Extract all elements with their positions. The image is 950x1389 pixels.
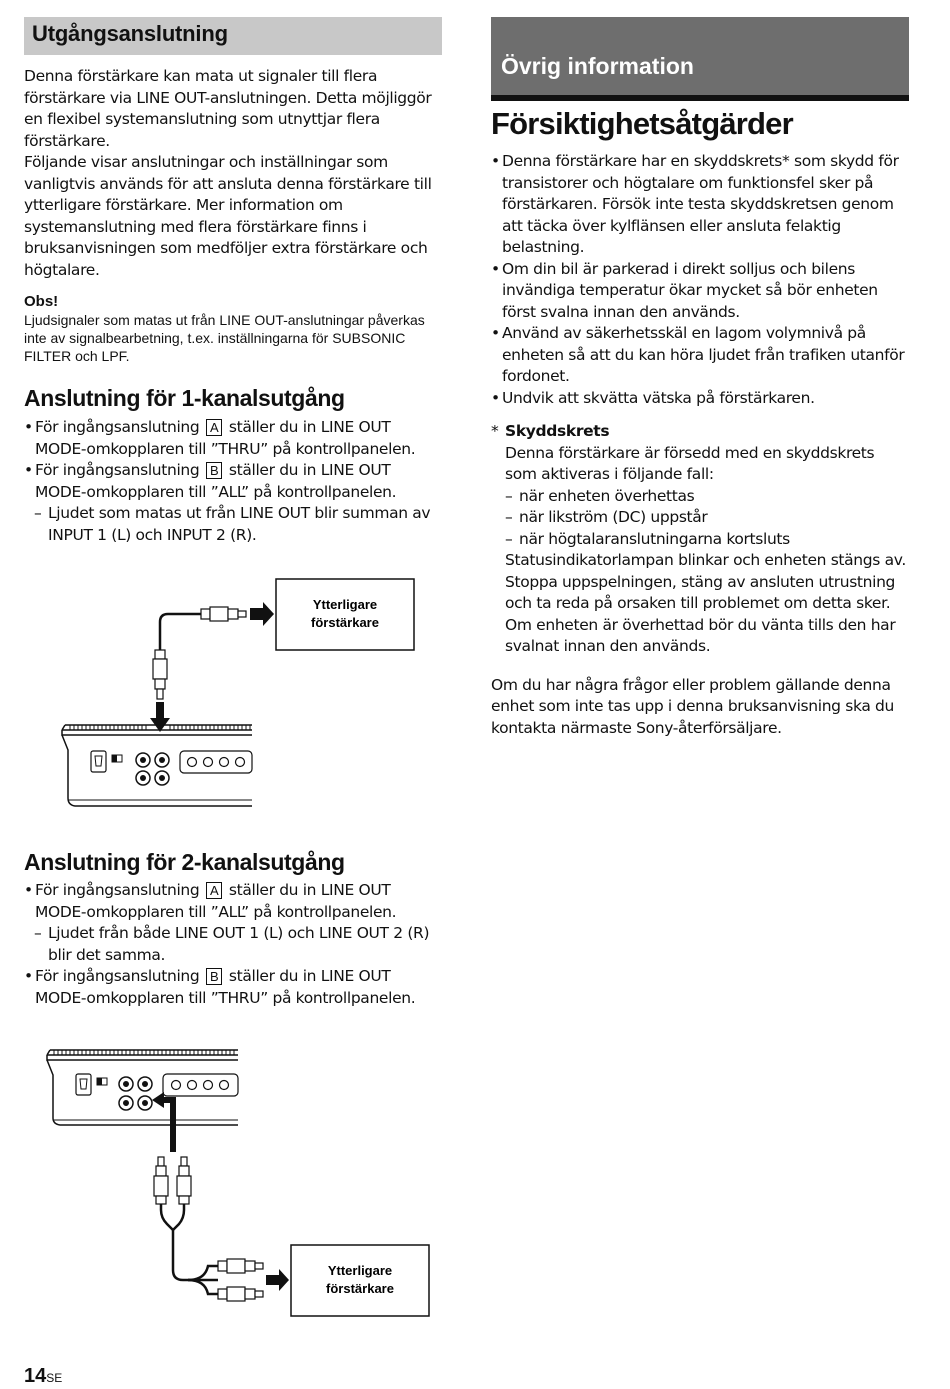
list-1ch bbox=[24, 417, 442, 503]
note-after: Statusindikatorlampan blinkar och enheten stängs av. Stoppa uppspelningen, stäng av ansluten utrustning och ta reda på orsaken till problemet om detta sker. Om enheten är överhettad bör du vänta tills den har svalnat innan den används. bbox=[505, 551, 906, 655]
rca-plug-icon bbox=[177, 1157, 191, 1204]
list-2ch-b bbox=[24, 966, 442, 1009]
list-item: • Använd av säkerhetsskäl en lagom volymnivå på enheten så att du kan höra ljudet från trafiken utanför fordonet. bbox=[491, 323, 909, 388]
arrow-icon bbox=[250, 602, 274, 626]
rca-plug-icon bbox=[218, 1287, 263, 1301]
input-b-label: B bbox=[206, 968, 222, 985]
list-subitem: – Ljudet från både LINE OUT 1 (L) och LINE OUT 2 (R) blir det samma. bbox=[24, 923, 442, 966]
page-number: 14SE bbox=[24, 1365, 63, 1387]
input-a-label: A bbox=[206, 882, 222, 899]
right-column bbox=[491, 17, 909, 739]
diagram-1ch-output bbox=[40, 570, 430, 815]
section-title-output-connection: Utgångsanslutning bbox=[24, 17, 442, 55]
input-b-label: B bbox=[206, 462, 222, 479]
page-title: Försiktighetsåtgärder bbox=[491, 106, 793, 141]
cable bbox=[160, 614, 201, 650]
list-item: • För ingångsanslutning A ställer du in LINE OUT MODE-omkopplaren till ”ALL” på kontrollpanelen. bbox=[24, 880, 442, 923]
cable bbox=[161, 1204, 173, 1230]
list-subitem: – när enheten överhettas bbox=[505, 486, 909, 508]
rca-plug-icon bbox=[218, 1259, 263, 1273]
amplifier-unit bbox=[47, 1050, 238, 1125]
list-2ch bbox=[24, 880, 442, 923]
arrow-icon bbox=[266, 1269, 289, 1291]
left-column bbox=[24, 17, 442, 546]
rca-plug-icon bbox=[201, 607, 246, 621]
list-item: • För ingångsanslutning A ställer du in LINE OUT MODE-omkopplaren till ”THRU” på kontrollpanelen. bbox=[24, 417, 442, 460]
extra-amp-label-line2: förstärkare bbox=[311, 615, 379, 630]
note-intro: Denna förstärkare är försedd med en skyddskrets som aktiveras i följande fall: bbox=[505, 443, 875, 483]
intro-paragraph-2: Följande visar anslutningar och inställningar som vanligtvis används för att ansluta denna förstärkare till ytterligare förstärkare. Mer information om systemanslutning med flera förstärkare finns i bruksanvisningen som medföljer extra förstärkare och högtalare. bbox=[24, 153, 432, 279]
intro-paragraph-1: Denna förstärkare kan mata ut signaler till flera förstärkare via LINE OUT-anslutningen. Detta möjliggör en flexibel systemanslutning som utnyttjar flera förstärkare. bbox=[24, 67, 432, 150]
note-title: Skyddskrets bbox=[505, 422, 610, 440]
rca-plug-icon bbox=[154, 1157, 168, 1204]
protection-note bbox=[491, 421, 909, 658]
list-item: • Om din bil är parkerad i direkt solljus och bilens invändiga temperatur ökar mycket så bör enheten först svalna innan den används. bbox=[491, 259, 909, 324]
arrow-icon bbox=[152, 1092, 164, 1108]
list-item: • Undvik att skvätta vätska på förstärkaren. bbox=[491, 388, 909, 410]
amplifier-unit bbox=[62, 725, 252, 806]
rca-plug-icon bbox=[153, 650, 167, 699]
cable bbox=[173, 1204, 184, 1230]
list-item: • För ingångsanslutning B ställer du in LINE OUT MODE-omkopplaren till ”THRU” på kontrollpanelen. bbox=[24, 966, 442, 1009]
extra-amp-label-line2: förstärkare bbox=[326, 1281, 394, 1296]
diagram-2ch-output bbox=[30, 1040, 440, 1325]
precautions-list bbox=[491, 151, 909, 409]
note-text: Ljudsignaler som matas ut från LINE OUT-anslutningar påverkas inte av signalbearbetning, t.ex. inställningarna för SUBSONIC FILTER och LPF. bbox=[24, 312, 425, 364]
section-title-1ch: Anslutning för 1-kanalsutgång bbox=[24, 385, 345, 411]
closing-paragraph: Om du har några frågor eller problem gällande denna enhet som inte tas upp i denna bruksanvisning ska du kontakta närmaste Sony-återförsäljare. bbox=[491, 675, 895, 737]
list-item: • Denna förstärkare har en skyddskrets* som skydd för transistorer och högtalare om funktionsfel sker på förstärkaren. Försök inte testa skyddskretsen genom att täcka över kylflänsen eller ansluta felaktig belastning. bbox=[491, 151, 909, 259]
list-subitem: – Ljudet som matas ut från LINE OUT blir summan av INPUT 1 (L) och INPUT 2 (R). bbox=[24, 503, 442, 546]
note-title: Obs! bbox=[24, 293, 59, 310]
section-band-other-info: Övrig information bbox=[491, 17, 909, 101]
list-item: • För ingångsanslutning B ställer du in LINE OUT MODE-omkopplaren till ”ALL” på kontrollpanelen. bbox=[24, 460, 442, 503]
list-subitem: – när likström (DC) uppstår bbox=[505, 507, 909, 529]
section-title-2ch: Anslutning för 2-kanalsutgång bbox=[24, 849, 345, 875]
extra-amp-label-line1: Ytterligare bbox=[312, 597, 378, 612]
section-2ch bbox=[24, 848, 442, 1009]
arrow-icon bbox=[150, 702, 170, 732]
input-a-label: A bbox=[206, 419, 222, 436]
list-subitem: – när högtalaranslutningarna kortsluts bbox=[505, 529, 909, 551]
footnote-marker: * bbox=[491, 422, 499, 440]
page-suffix: SE bbox=[46, 1371, 63, 1385]
cable bbox=[173, 1230, 218, 1280]
extra-amp-label-line1: Ytterligare bbox=[327, 1263, 393, 1278]
